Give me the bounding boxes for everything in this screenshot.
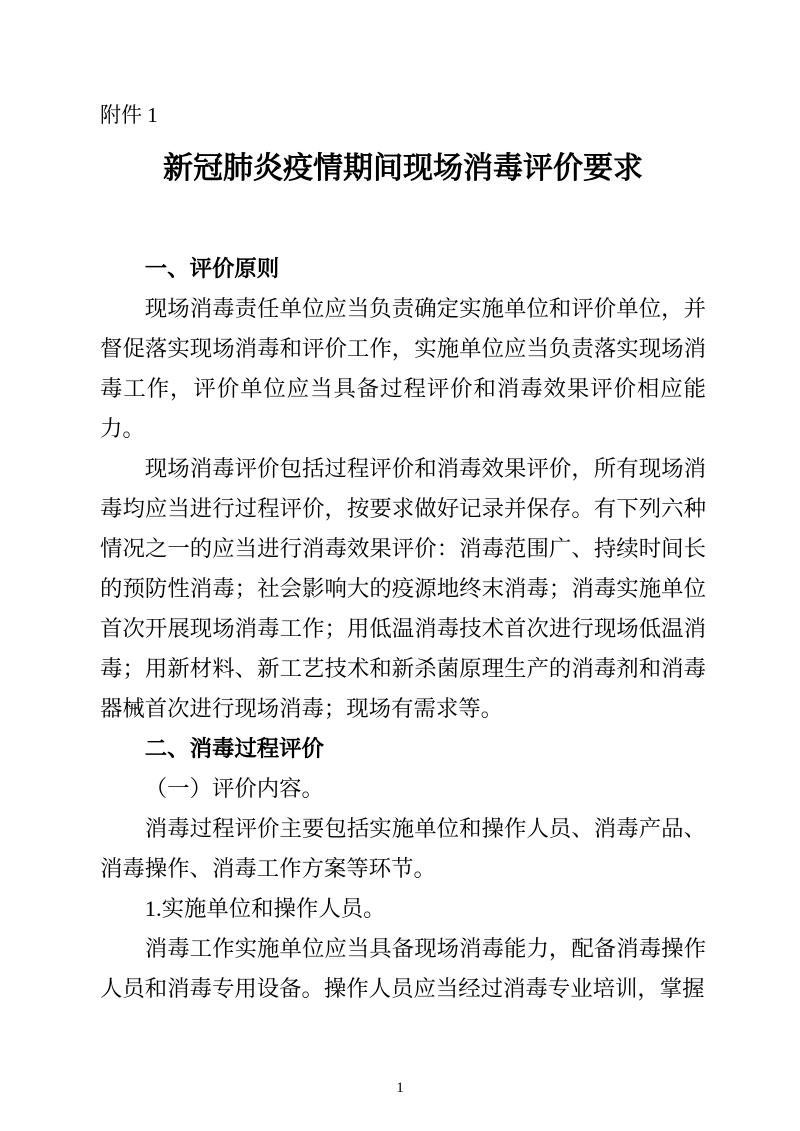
paragraph-implementing-unit-capability: 消毒工作实施单位应当具备现场消毒能力，配备消毒操作人员和消毒专用设备。操作人员应当经过消毒专业培训，掌握	[100, 936, 706, 1001]
attachment-label: 附件 1	[100, 103, 158, 127]
paragraph-responsible-unit: 现场消毒责任单位应当负责确定实施单位和评价单位，并督促落实现场消毒和评价工作，实施单位应当负责落实现场消毒工作，评价单位应当具备过程评价和消毒效果评价相应能力。	[100, 296, 706, 441]
paragraph-evaluation-scope: 现场消毒评价包括过程评价和消毒效果评价，所有现场消毒均应当进行过程评价，按要求做好记录并保存。有下列六种情况之一的应当进行消毒效果评价：消毒范围广、持续时间长的预防性消毒；社会影响大的疫源地终末消毒；消毒实施单位首次开展现场消毒工作；用低温消毒技术首次进行现场低温消毒；用新材料、新工艺技术和新杀菌原理生产的消毒剂和消毒器械首次进行现场消毒；现场有需求等。	[100, 456, 706, 721]
section-heading-evaluation-principles: 一、评价原则	[144, 256, 280, 281]
document-title: 新冠肺炎疫情期间现场消毒评价要求	[163, 152, 643, 185]
paragraph-evaluation-content-subheading: （一）评价内容。	[144, 776, 324, 801]
document-content	[100, 0, 706, 1009]
section-heading-disinfection-process-evaluation: 二、消毒过程评价	[144, 736, 324, 761]
paragraph-item-1-implementing-unit: 1.实施单位和操作人员。	[144, 896, 386, 921]
paragraph-process-evaluation-includes: 消毒过程评价主要包括实施单位和操作人员、消毒产品、消毒操作、消毒工作方案等环节。	[100, 816, 706, 881]
document-body	[100, 249, 706, 1009]
page-number: 1	[396, 1080, 404, 1096]
